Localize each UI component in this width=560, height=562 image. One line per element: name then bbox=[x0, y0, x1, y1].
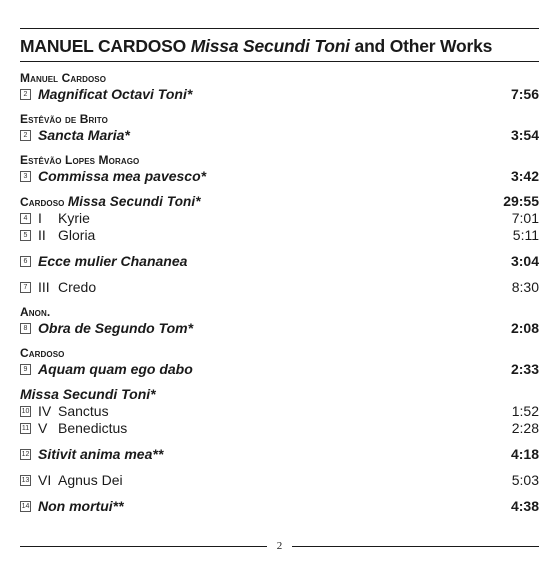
movement-title: Sanctus bbox=[58, 403, 109, 419]
movement-numeral: III bbox=[38, 279, 50, 295]
section-morago bbox=[20, 152, 539, 185]
track-title: Ecce mulier Chananea bbox=[38, 253, 188, 269]
track-row bbox=[20, 127, 539, 144]
work-heading-row bbox=[20, 386, 539, 403]
page-number: 2 bbox=[276, 540, 283, 552]
page-footer bbox=[20, 538, 539, 554]
track-row bbox=[20, 86, 539, 103]
composer-name: Estêvão de Brito bbox=[20, 112, 108, 126]
track-row bbox=[20, 498, 539, 515]
track-row bbox=[20, 320, 539, 337]
track-duration: 7:56 bbox=[510, 86, 539, 102]
track-duration: 7:01 bbox=[511, 210, 539, 226]
movement-title: Credo bbox=[58, 279, 97, 295]
track-title: Magnificat Octavi Toni* bbox=[38, 86, 193, 102]
movement-title: Agnus Dei bbox=[58, 472, 123, 488]
section-brito bbox=[20, 111, 539, 144]
track-number-box: 2 bbox=[20, 89, 31, 100]
track-duration: 2:08 bbox=[510, 320, 539, 336]
tracklist-page bbox=[20, 28, 539, 515]
work-duration: 29:55 bbox=[503, 193, 539, 209]
track-row bbox=[20, 446, 539, 463]
movement-title: Gloria bbox=[58, 227, 96, 243]
track-duration: 2:28 bbox=[511, 420, 539, 436]
section-missa-continued bbox=[20, 386, 539, 515]
track-number-box: 7 bbox=[20, 282, 31, 293]
movement-row bbox=[20, 472, 539, 489]
track-number-box: 2 bbox=[20, 130, 31, 141]
album-title bbox=[20, 35, 539, 57]
track-title: Commissa mea pavesco* bbox=[38, 168, 207, 184]
composer-name: Cardoso bbox=[20, 346, 65, 360]
track-number-box: 12 bbox=[21, 451, 30, 458]
track-duration: 8:30 bbox=[511, 279, 539, 295]
composer-name: Cardoso bbox=[20, 194, 65, 209]
track-duration: 3:54 bbox=[510, 127, 539, 143]
track-duration: 5:03 bbox=[511, 472, 539, 488]
track-duration: 5:11 bbox=[512, 227, 539, 243]
work-title: Missa Secundi Toni* bbox=[20, 386, 156, 402]
track-title: Aquam quam ego dabo bbox=[38, 361, 193, 377]
track-number-box: 8 bbox=[20, 323, 31, 334]
track-number-box: 14 bbox=[21, 503, 30, 510]
work-heading-row bbox=[20, 193, 539, 210]
section-cardoso-aquam bbox=[20, 345, 539, 378]
track-number-box: 4 bbox=[20, 213, 31, 224]
track-title: Sancta Maria* bbox=[38, 127, 130, 143]
footer-rule-right bbox=[292, 546, 539, 547]
track-number-box: 9 bbox=[20, 364, 31, 375]
section-cardoso-magnificat bbox=[20, 70, 539, 103]
movement-numeral: IV bbox=[38, 403, 52, 419]
movement-numeral: I bbox=[38, 210, 42, 226]
title-composer: MANUEL CARDOSO bbox=[20, 36, 187, 56]
movement-row bbox=[20, 227, 539, 244]
composer-name: Anon. bbox=[20, 305, 51, 319]
track-duration: 4:18 bbox=[510, 446, 539, 462]
track-duration: 1:52 bbox=[511, 403, 539, 419]
title-top-rule bbox=[20, 28, 539, 29]
track-row bbox=[20, 253, 539, 270]
title-bottom-rule bbox=[20, 61, 539, 62]
track-duration: 4:38 bbox=[510, 498, 539, 514]
track-number-box: 3 bbox=[20, 171, 31, 182]
section-cardoso-missa bbox=[20, 193, 539, 296]
movement-row bbox=[20, 279, 539, 296]
track-title: Non mortui** bbox=[38, 498, 124, 514]
movement-title: Kyrie bbox=[58, 210, 90, 226]
title-suffix: and Other Works bbox=[354, 36, 493, 56]
track-number-box: 10 bbox=[21, 408, 30, 415]
track-title: Sitivit anima mea** bbox=[38, 446, 164, 462]
movement-row bbox=[20, 210, 539, 227]
movement-numeral: VI bbox=[38, 472, 52, 488]
composer-name: Manuel Cardoso bbox=[20, 71, 107, 85]
work-title: Missa Secundi Toni* bbox=[67, 193, 201, 209]
track-title: Obra de Segundo Tom* bbox=[38, 320, 194, 336]
movement-numeral: V bbox=[38, 420, 48, 436]
composer-name: Estêvão Lopes Morago bbox=[20, 153, 140, 167]
track-number-box: 11 bbox=[21, 425, 30, 432]
track-number-box: 13 bbox=[21, 477, 30, 484]
movement-row bbox=[20, 420, 539, 437]
movement-row bbox=[20, 403, 539, 420]
movement-numeral: II bbox=[38, 227, 46, 243]
movement-title: Benedictus bbox=[58, 420, 128, 436]
title-work: Missa Secundi Toni bbox=[190, 36, 350, 56]
track-row bbox=[20, 361, 539, 378]
track-duration: 3:42 bbox=[510, 168, 539, 184]
section-anon bbox=[20, 304, 539, 337]
track-duration: 2:33 bbox=[510, 361, 539, 377]
track-duration: 3:04 bbox=[510, 253, 539, 269]
track-row bbox=[20, 168, 539, 185]
footer-rule-left bbox=[20, 546, 267, 547]
track-number-box: 5 bbox=[20, 230, 31, 241]
track-number-box: 6 bbox=[20, 256, 31, 267]
